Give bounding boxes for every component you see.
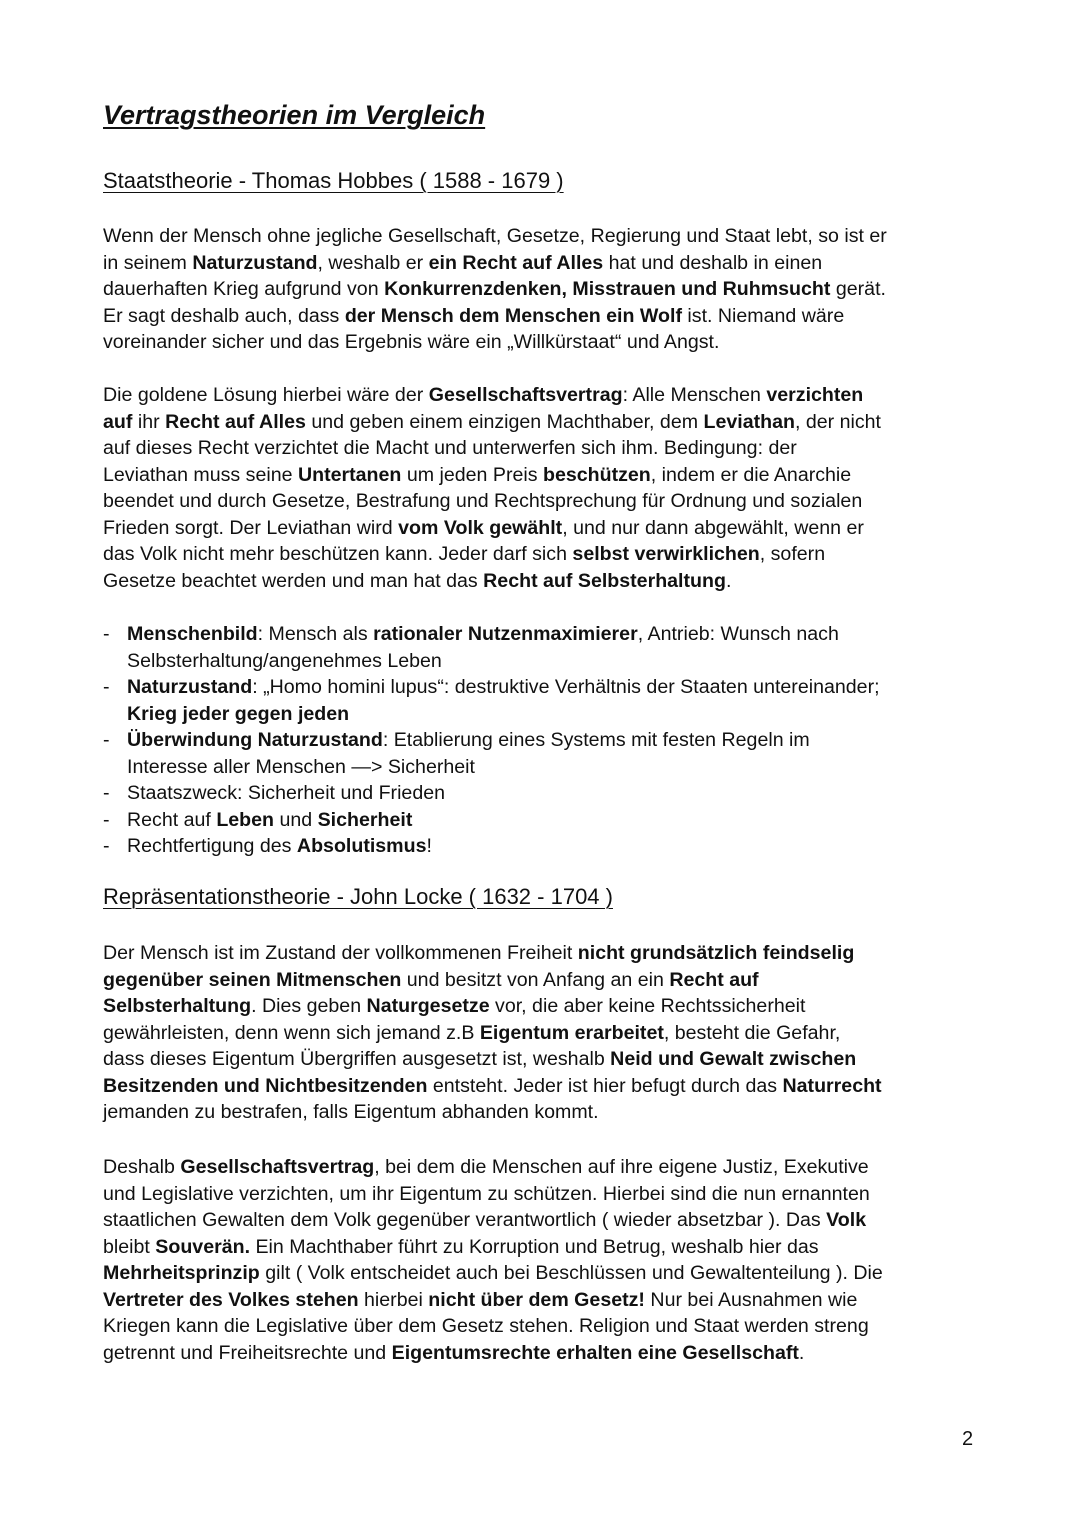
text-run: gerät. bbox=[830, 278, 886, 300]
text-run: dauerhaften Krieg aufgrund von bbox=[103, 278, 385, 300]
bold-text: verzichten bbox=[766, 384, 864, 406]
text-run: , weshalb er bbox=[317, 251, 429, 274]
text-line bbox=[103, 940, 882, 967]
text-run: Nur bei Ausnahmen wie bbox=[644, 1288, 858, 1311]
text-run: jemanden zu bestrafen, falls Eigentum abhanden kommt. bbox=[103, 1101, 599, 1123]
paragraph-locke-gesellschaftsvertrag bbox=[103, 1154, 883, 1366]
text-run: und geben einem einzigen Machthaber, dem bbox=[305, 410, 704, 433]
text-line bbox=[103, 1073, 882, 1100]
dash-bullet-icon: - bbox=[103, 623, 110, 645]
text-run: staatlichen Gewalten dem Volk gegenüber verantwortlich ( wieder absetzbar ). Das bbox=[103, 1209, 827, 1231]
page-number: 2 bbox=[962, 1428, 974, 1450]
text-run: beendet und durch Gesetze, Bestrafung und Rechtsprechung für Ordnung und sozialen bbox=[103, 490, 863, 512]
text-run: , Antrieb: Wunsch nach bbox=[637, 623, 839, 645]
dash-bullet-icon: - bbox=[103, 835, 110, 857]
text-line bbox=[103, 568, 881, 595]
text-line bbox=[103, 1020, 882, 1047]
bold-text: Überwindung Naturzustand bbox=[127, 729, 383, 751]
bold-text: Recht auf Alles bbox=[165, 410, 306, 433]
bullet-item bbox=[103, 807, 880, 834]
bold-text: Leben bbox=[216, 808, 275, 831]
bold-text: Leviathan bbox=[703, 410, 795, 433]
text-line bbox=[103, 329, 887, 356]
text-run: Frieden sorgt. Der Leviathan wird bbox=[103, 516, 399, 539]
text-run: Ein Machthaber führt zu Korruption und Betrug, weshalb hier das bbox=[250, 1235, 819, 1258]
text-run: in seinem bbox=[103, 251, 193, 274]
dash-bullet-icon: - bbox=[103, 782, 110, 804]
text-line bbox=[127, 833, 880, 860]
text-line bbox=[127, 727, 880, 754]
bullet-item bbox=[103, 780, 880, 807]
text-run: , besteht die Gefahr, bbox=[663, 1021, 841, 1044]
text-run: . bbox=[798, 1341, 805, 1364]
section-heading-locke: Repräsentationstheorie - John Locke ( 1632 - 1704 ) bbox=[103, 884, 613, 909]
paragraph-hobbes-gesellschaftsvertrag bbox=[103, 382, 881, 594]
section-heading-hobbes: Staatstheorie - Thomas Hobbes ( 1588 - 1679 ) bbox=[103, 168, 564, 193]
text-run: Deshalb bbox=[103, 1156, 181, 1178]
text-run: Der Mensch ist im Zustand der vollkommenen Freiheit bbox=[103, 942, 578, 964]
text-run: ist. Niemand wäre bbox=[681, 304, 845, 327]
bullet-item bbox=[103, 674, 880, 727]
bold-text: Untertanen bbox=[297, 463, 402, 486]
text-run: Wenn der Mensch ohne jegliche Gesellschaft, Gesetze, Regierung und Staat lebt, so ist er bbox=[103, 225, 887, 247]
text-line bbox=[127, 807, 880, 834]
text-run: Er sagt deshalb auch, dass bbox=[103, 304, 345, 327]
bold-text: Krieg jeder gegen jeden bbox=[127, 702, 350, 725]
bold-text: Besitzenden und Nichtbesitzenden bbox=[103, 1074, 428, 1097]
text-line bbox=[103, 541, 881, 568]
bullet-item bbox=[103, 621, 880, 674]
text-run: , und nur dann abgewählt, wenn er bbox=[562, 516, 864, 539]
text-line bbox=[127, 648, 880, 675]
text-run: Leviathan muss seine bbox=[103, 463, 298, 486]
text-line bbox=[103, 250, 887, 277]
bold-text: Naturzustand bbox=[127, 676, 253, 698]
text-run: hierbei bbox=[358, 1288, 429, 1311]
text-run: Die goldene Lösung hierbei wäre der bbox=[103, 384, 429, 406]
text-run: auf dieses Recht verzichtet die Macht und unterwerfen sich ihm. Bedingung: der bbox=[103, 437, 797, 459]
text-line bbox=[103, 1046, 882, 1073]
text-run: . bbox=[725, 569, 732, 592]
text-line bbox=[103, 1181, 883, 1208]
text-line bbox=[103, 1340, 883, 1367]
text-line bbox=[103, 993, 882, 1020]
text-run: Kriegen kann die Legislative über dem Gesetz stehen. Religion und Staat werden streng bbox=[103, 1315, 869, 1337]
text-run: getrennt und Freiheitsrechte und bbox=[103, 1341, 392, 1364]
text-run: ! bbox=[426, 835, 432, 857]
text-run: um jeden Preis bbox=[401, 463, 543, 486]
bold-text: Volk bbox=[826, 1209, 867, 1231]
text-run: Interesse aller Menschen —> Sicherheit bbox=[127, 755, 475, 778]
text-run: Staatszweck: Sicherheit und Frieden bbox=[127, 782, 446, 804]
text-run: bleibt bbox=[103, 1235, 156, 1258]
dash-bullet-icon: - bbox=[103, 729, 110, 751]
bold-text: Gesellschaftsvertrag bbox=[428, 384, 623, 406]
bold-text: Naturrecht bbox=[782, 1074, 882, 1097]
text-line bbox=[127, 621, 880, 648]
bold-text: Gesellschaftsvertrag bbox=[180, 1156, 375, 1178]
text-run: Selbsterhaltung/angenehmes Leben bbox=[127, 649, 442, 672]
bold-text: rationaler Nutzenmaximierer bbox=[373, 623, 638, 645]
bold-text: Konkurrenzdenken, Misstrauen und Ruhmsucht bbox=[384, 278, 831, 300]
text-line bbox=[127, 754, 880, 781]
bullet-item bbox=[103, 727, 880, 780]
text-line bbox=[103, 1207, 883, 1234]
bold-text: Sicherheit bbox=[317, 808, 413, 831]
text-run: gewährleisten, denn wenn sich jemand z.B bbox=[103, 1021, 480, 1044]
hobbes-summary-list bbox=[103, 621, 880, 860]
bold-text: der Mensch dem Menschen ein Wolf bbox=[344, 304, 682, 327]
text-line bbox=[103, 462, 881, 489]
bold-text: Naturzustand bbox=[192, 251, 318, 274]
bold-text: beschützen bbox=[542, 463, 651, 486]
text-run: und besitzt von Anfang an ein bbox=[401, 968, 670, 991]
bold-text: Vertreter des Volkes stehen bbox=[103, 1288, 359, 1311]
text-run: das Volk nicht mehr beschützen kann. Jeder darf sich bbox=[103, 543, 573, 565]
paragraph-locke-naturzustand bbox=[103, 940, 882, 1126]
text-line bbox=[103, 382, 881, 409]
dash-bullet-icon: - bbox=[103, 808, 110, 831]
dash-bullet-icon: - bbox=[103, 676, 110, 698]
text-line bbox=[103, 435, 881, 462]
text-run: und Legislative verzichten, um ihr Eigentum zu schützen. Hierbei sind die nun ernannten bbox=[103, 1182, 870, 1205]
text-line bbox=[103, 1099, 882, 1126]
text-line bbox=[103, 515, 881, 542]
text-run: Recht auf bbox=[127, 808, 217, 831]
text-line bbox=[127, 780, 880, 807]
bold-text: Naturgesetze bbox=[366, 995, 490, 1017]
bold-text: Eigentumsrechte erhalten eine Gesellschaft bbox=[391, 1341, 799, 1364]
bold-text: auf bbox=[103, 410, 133, 433]
bold-text: gegenüber seinen Mitmenschen bbox=[103, 968, 402, 991]
text-run: : Etablierung eines Systems mit festen Regeln im bbox=[382, 729, 810, 751]
text-line bbox=[127, 674, 880, 701]
bold-text: Menschenbild bbox=[127, 623, 258, 645]
text-run: ihr bbox=[132, 410, 166, 433]
text-line bbox=[103, 1154, 883, 1181]
text-run: : Alle Menschen bbox=[622, 384, 767, 406]
bold-text: Selbsterhaltung bbox=[103, 995, 252, 1017]
bold-text: ein Recht auf Alles bbox=[428, 251, 604, 274]
text-run: gilt ( Volk entscheidet auch bei Beschlüssen und Gewaltenteilung ). Die bbox=[259, 1262, 883, 1284]
text-line bbox=[103, 1260, 883, 1287]
text-line bbox=[103, 1234, 883, 1261]
text-run: Gesetze beachtet werden und man hat das bbox=[103, 569, 484, 592]
text-run: : Mensch als bbox=[257, 623, 374, 645]
text-run: hat und deshalb in einen bbox=[603, 251, 823, 274]
text-line bbox=[103, 303, 887, 330]
bold-text: selbst verwirklichen bbox=[572, 543, 760, 565]
bold-text: Neid und Gewalt zwischen bbox=[610, 1048, 857, 1070]
text-line bbox=[103, 488, 881, 515]
text-run: vor, die aber keine Rechtssicherheit bbox=[489, 995, 806, 1017]
bold-text: Absolutismus bbox=[296, 835, 427, 857]
text-run: , sofern bbox=[759, 543, 826, 565]
bold-text: vom Volk gewählt bbox=[398, 516, 563, 539]
text-run: , indem er die Anarchie bbox=[650, 463, 852, 486]
text-run: voreinander sicher und das Ergebnis wäre ein „Willkürstaat“ und Angst. bbox=[103, 331, 720, 353]
text-line bbox=[103, 276, 887, 303]
text-line bbox=[127, 701, 880, 728]
text-run: : „Homo homini lupus“: destruktive Verhältnis der Staaten untereinander; bbox=[252, 676, 880, 698]
text-run: entsteht. Jeder ist hier befugt durch das bbox=[427, 1074, 783, 1097]
bullet-item bbox=[103, 833, 880, 860]
bold-text: Recht auf Selbsterhaltung bbox=[483, 569, 726, 592]
bold-text: nicht grundsätzlich feindselig bbox=[577, 942, 855, 964]
text-run: . Dies geben bbox=[251, 995, 367, 1017]
text-line bbox=[103, 1287, 883, 1314]
paragraph-hobbes-naturzustand bbox=[103, 223, 887, 356]
text-line bbox=[103, 223, 887, 250]
text-run: dass dieses Eigentum Übergriffen ausgesetzt ist, weshalb bbox=[103, 1048, 611, 1070]
text-run: , bei dem die Menschen auf ihre eigene Justiz, Exekutive bbox=[374, 1156, 869, 1178]
bold-text: Souverän. bbox=[155, 1235, 251, 1258]
bold-text: nicht über dem Gesetz! bbox=[428, 1288, 645, 1311]
bold-text: Mehrheitsprinzip bbox=[103, 1262, 260, 1284]
bold-text: Eigentum erarbeitet bbox=[479, 1021, 664, 1044]
text-line bbox=[103, 409, 881, 436]
text-line bbox=[103, 1313, 883, 1340]
text-run: , der nicht bbox=[794, 410, 881, 433]
document-title: Vertragstheorien im Vergleich bbox=[103, 100, 486, 130]
text-run: und bbox=[274, 808, 318, 831]
bold-text: Recht auf bbox=[669, 968, 759, 991]
text-run: Rechtfertigung des bbox=[127, 835, 297, 857]
text-line bbox=[103, 967, 882, 994]
